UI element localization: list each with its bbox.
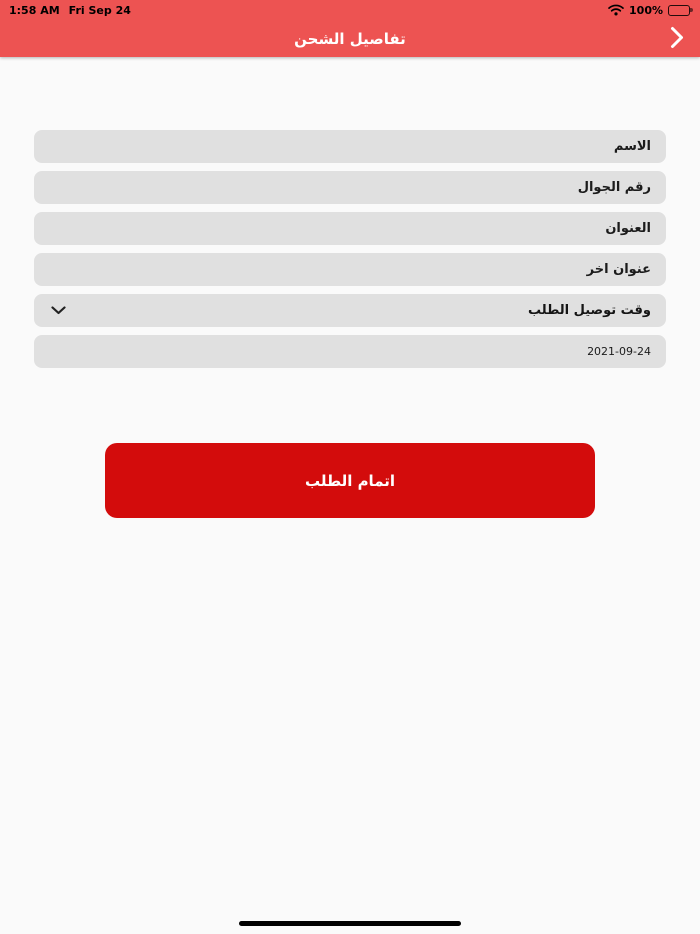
- delivery-time-label: وقت توصيل الطلب: [528, 303, 651, 318]
- battery-percent: 100%: [629, 3, 663, 17]
- page-title: تفاصيل الشحن: [294, 29, 406, 48]
- app-header: [0, 0, 700, 57]
- chevron-right-icon: [670, 26, 684, 52]
- battery-icon: [668, 5, 690, 16]
- name-input[interactable]: [34, 130, 666, 163]
- other-address-input[interactable]: [34, 253, 666, 286]
- nav-bar: [0, 20, 700, 57]
- back-button[interactable]: [670, 20, 684, 57]
- mobile-number-input[interactable]: [34, 171, 666, 204]
- status-bar: [0, 0, 700, 20]
- complete-order-button[interactable]: اتمام الطلب: [105, 443, 595, 518]
- chevron-down-icon: [51, 306, 66, 315]
- status-bar-right: [608, 4, 690, 17]
- delivery-date-input[interactable]: [34, 335, 666, 368]
- delivery-time-select[interactable]: [34, 294, 666, 327]
- status-date: Fri Sep 24: [68, 3, 131, 17]
- status-bar-left: [9, 4, 131, 17]
- battery-nub: [690, 8, 693, 12]
- status-time: 1:58 AM: [9, 3, 60, 17]
- shipping-form: [0, 130, 700, 518]
- home-indicator[interactable]: [239, 921, 461, 926]
- address-input[interactable]: [34, 212, 666, 245]
- wifi-icon: [608, 4, 624, 16]
